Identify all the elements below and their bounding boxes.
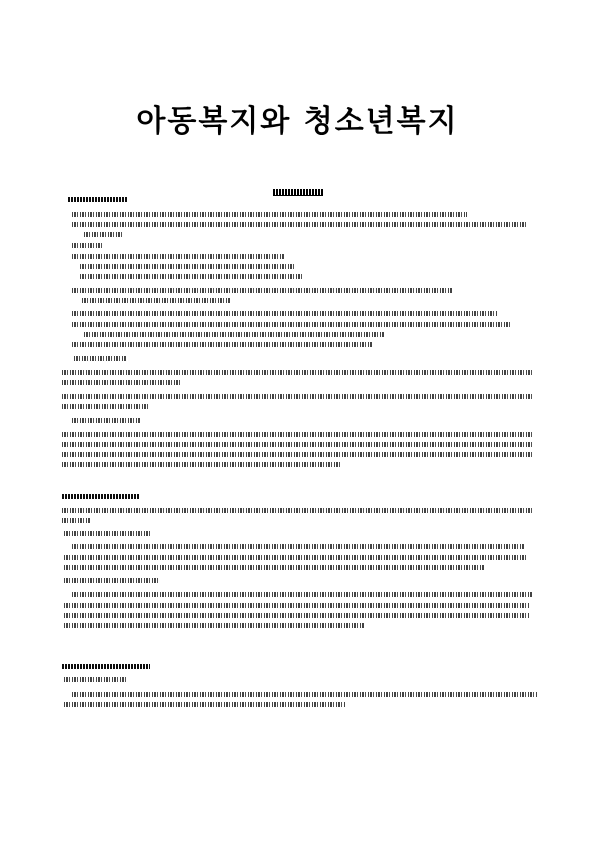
section-heading <box>68 197 128 202</box>
text-line <box>64 702 346 707</box>
text-line <box>64 677 126 682</box>
text-line <box>64 613 530 618</box>
text-line <box>62 370 532 375</box>
text-line <box>64 623 364 628</box>
text-line <box>72 212 467 217</box>
text-line <box>72 288 452 293</box>
text-line <box>62 380 180 385</box>
text-line <box>62 508 534 513</box>
text-line <box>72 342 372 347</box>
text-line <box>72 592 532 597</box>
text-line <box>72 418 140 423</box>
text-line <box>64 531 152 536</box>
document-title: 아동복지와 청소년복지 <box>136 104 459 139</box>
text-line <box>64 578 159 583</box>
text-line <box>82 298 230 303</box>
text-line <box>64 565 484 570</box>
text-line <box>62 432 534 437</box>
section-heading <box>62 664 150 669</box>
text-line <box>72 254 284 259</box>
text-line <box>64 603 530 608</box>
subtitle-marks <box>273 189 323 196</box>
text-line <box>80 274 302 279</box>
text-line <box>72 322 510 327</box>
text-line <box>74 356 126 361</box>
text-line <box>84 332 384 337</box>
text-line <box>72 222 527 227</box>
text-line <box>80 264 295 269</box>
text-line <box>62 404 150 409</box>
text-line <box>62 394 534 399</box>
text-line <box>62 452 534 457</box>
text-line <box>62 518 90 523</box>
text-line <box>72 692 538 697</box>
text-line <box>62 442 534 447</box>
text-line <box>72 311 497 316</box>
text-line <box>72 544 524 549</box>
section-heading <box>62 494 140 499</box>
text-line <box>62 462 342 467</box>
text-line <box>84 232 124 237</box>
text-line <box>64 555 526 560</box>
text-line <box>72 243 104 248</box>
